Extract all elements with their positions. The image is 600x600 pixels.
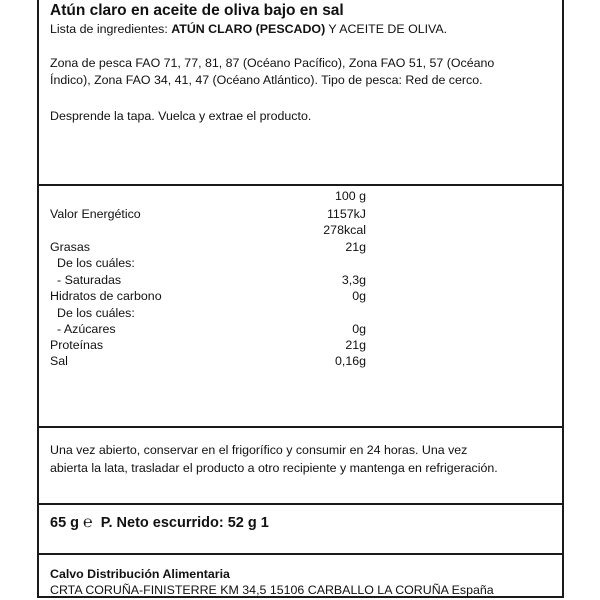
- nutrient-value: 0g: [352, 322, 366, 336]
- fishing-zone-line-1: Zona de pesca FAO 71, 77, 81, 87 (Océano Pacífico), Zona FAO 51, 57 (Océano: [50, 56, 495, 70]
- net-weight: 65 g: [50, 515, 80, 531]
- nutrient-value: 0,16g: [334, 354, 366, 368]
- nutrient-name: De los cuáles:: [57, 256, 135, 270]
- fishing-zone-line-2: Índico), Zona FAO 34, 41, 47 (Océano Atlántico). Tipo de pesca: Red de cerco.: [50, 73, 483, 87]
- nutrient-name: De los cuáles:: [57, 306, 135, 320]
- per-100g-label: 100 g: [334, 189, 366, 203]
- nutrition-row: [50, 239, 562, 255]
- ingredients-prefix: Lista de ingredientes:: [50, 22, 172, 36]
- drained-weight: P. Neto escurrido: 52 g 1: [100, 515, 269, 531]
- nutrient-value: 21g: [345, 338, 366, 352]
- nutrient-value: 1157kJ: [326, 207, 366, 221]
- nutrition-row: [50, 305, 562, 321]
- company-name: Calvo Distribución Alimentaria: [50, 567, 230, 581]
- storage-line-2: abierta la lata, trasladar el producto a otro recipiente y mantenga en refrigeración.: [50, 461, 498, 475]
- estimated-sign-icon: ℮: [83, 514, 93, 531]
- ingredients-rest: Y ACEITE DE OLIVA.: [325, 22, 448, 36]
- company-address: CRTA CORUÑA-FINISTERRE KM 34,5 15106 CARBALLO LA CORUÑA España: [50, 583, 494, 597]
- product-label: [37, 0, 564, 598]
- nutrient-value: 278kcal: [323, 223, 366, 237]
- company-section: [39, 555, 562, 598]
- nutrition-row: [50, 321, 562, 337]
- nutrient-name: Proteínas: [50, 338, 104, 352]
- ingredients-bold: ATÚN CLARO (PESCADO): [171, 22, 326, 36]
- nutrient-value: 3,3g: [341, 273, 366, 287]
- nutrient-value: 0g: [352, 289, 366, 303]
- nutrition-header-row: [50, 188, 562, 204]
- weight-section: [39, 505, 562, 555]
- ingredients-section: [39, 0, 562, 186]
- nutrition-row: [50, 272, 562, 288]
- nutrition-row: [50, 206, 562, 222]
- nutrition-row: [50, 353, 562, 369]
- nutrient-name: - Azúcares: [57, 322, 116, 336]
- opening-instructions: Desprende la tapa. Vuelca y extrae el producto.: [50, 109, 312, 123]
- ingredients-list: [50, 21, 554, 37]
- product-title: Atún claro en aceite de oliva bajo en sal: [50, 2, 344, 19]
- storage-section: [39, 428, 562, 505]
- nutrition-row: [50, 222, 562, 238]
- nutrient-name: - Saturadas: [57, 273, 122, 287]
- nutrient-name: Valor Energético: [50, 207, 141, 221]
- nutrient-name: Hidratos de carbono: [50, 289, 162, 303]
- nutrition-row: [50, 337, 562, 353]
- net-weight-line: [50, 514, 269, 532]
- nutrition-row: [50, 255, 562, 271]
- storage-line-1: Una vez abierto, conservar en el frigorífico y consumir en 24 horas. Una vez: [50, 443, 468, 457]
- nutrient-name: Sal: [50, 354, 68, 368]
- nutrient-name: Grasas: [50, 240, 90, 254]
- nutrition-section: [39, 186, 562, 428]
- nutrient-value: 21g: [345, 240, 366, 254]
- nutrition-row: [50, 288, 562, 304]
